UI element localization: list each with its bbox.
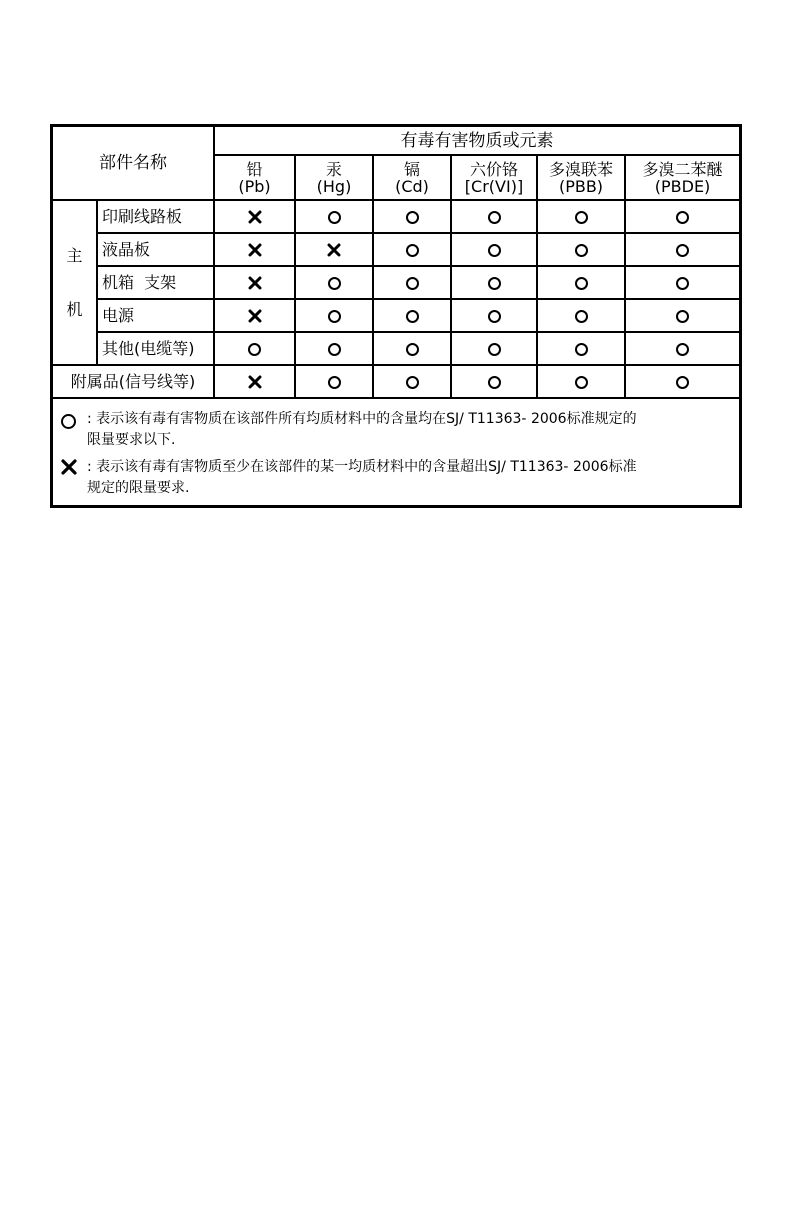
substance-symbol: (Pb) (238, 176, 271, 196)
substance-symbol: (Hg) (316, 176, 352, 196)
circle-icon (676, 376, 689, 389)
circle-icon (575, 376, 588, 389)
mark-cell (295, 299, 373, 332)
note-o-line2: 限量要求以下. (87, 432, 176, 448)
mark-cell (451, 233, 537, 266)
mark-cell (373, 266, 451, 299)
circle-icon (575, 310, 588, 323)
circle-icon (488, 211, 501, 224)
mark-cell (214, 299, 295, 332)
mark-cell (451, 365, 537, 398)
circle-icon (406, 310, 419, 323)
substance-symbol: [Cr(VI)] (464, 176, 524, 196)
part-name: 附属品(信号线等) (53, 365, 214, 398)
substance-header-3 (451, 155, 537, 200)
mark-cell (214, 266, 295, 299)
circle-icon (328, 277, 341, 290)
hazardous-substances-table (53, 127, 739, 399)
cross-icon (248, 375, 262, 389)
mark-cell (537, 365, 625, 398)
mark-cell (214, 332, 295, 365)
mark-cell (451, 266, 537, 299)
mark-cell (537, 299, 625, 332)
part-name: 电源 (97, 299, 214, 332)
table-row (53, 200, 739, 233)
circle-icon (488, 310, 501, 323)
circle-icon (61, 411, 76, 432)
circle-icon (488, 343, 501, 356)
substance-name: 汞 (325, 159, 342, 179)
mark-cell (537, 332, 625, 365)
substance-header-5 (625, 155, 739, 200)
circle-icon (328, 310, 341, 323)
group-label-char-1: 主 (66, 245, 83, 265)
table-row (53, 299, 739, 332)
substances-header: 有毒有害物质或元素 (214, 127, 739, 155)
part-name: 印刷线路板 (97, 200, 214, 233)
rohs-table-frame (50, 124, 742, 508)
substance-header-2 (373, 155, 451, 200)
circle-icon (406, 277, 419, 290)
substance-symbol: (Cd) (395, 176, 429, 196)
circle-icon (328, 211, 341, 224)
group-label-main (53, 200, 97, 365)
mark-cell (373, 332, 451, 365)
mark-cell (625, 365, 739, 398)
group-label-char-2: 机 (66, 299, 83, 319)
substance-symbol: (PBB) (558, 176, 604, 196)
cross-icon (327, 243, 341, 257)
circle-icon (488, 277, 501, 290)
substance-name: 多溴二苯醚 (642, 159, 723, 179)
table-row (53, 266, 739, 299)
substance-header-4 (537, 155, 625, 200)
circle-icon (676, 277, 689, 290)
circle-icon (676, 211, 689, 224)
substance-symbol: (PBDE) (654, 176, 711, 196)
circle-icon (575, 343, 588, 356)
cross-icon (248, 210, 262, 224)
mark-cell (373, 365, 451, 398)
cross-icon (248, 309, 262, 323)
parts-header: 部件名称 (53, 127, 214, 200)
circle-icon (406, 211, 419, 224)
mark-cell (295, 365, 373, 398)
mark-cell (214, 365, 295, 398)
note-x-line2: 规定的限量要求. (87, 480, 190, 496)
circle-icon (575, 211, 588, 224)
mark-cell (451, 200, 537, 233)
circle-icon (488, 376, 501, 389)
mark-cell (214, 233, 295, 266)
circle-icon (406, 376, 419, 389)
circle-icon (575, 244, 588, 257)
part-name: 机箱 支架 (97, 266, 214, 299)
note-o-line1: : 表示该有毒有害物质在该部件所有均质材料中的含量均在SJ/ T11363- 2006标准规定的 (87, 411, 637, 427)
circle-icon (488, 244, 501, 257)
substance-name: 镉 (403, 159, 420, 179)
table-row (53, 233, 739, 266)
substance-name: 多溴联苯 (548, 159, 613, 179)
mark-cell (451, 332, 537, 365)
cross-icon (61, 459, 77, 482)
circle-icon (676, 310, 689, 323)
circle-icon (575, 277, 588, 290)
mark-cell (295, 233, 373, 266)
mark-cell (373, 233, 451, 266)
substance-name: 六价铬 (469, 159, 518, 179)
part-name: 液晶板 (97, 233, 214, 266)
mark-cell (625, 233, 739, 266)
note-o (53, 409, 739, 451)
legend-notes (53, 403, 739, 499)
part-name: 其他(电缆等) (97, 332, 214, 365)
mark-cell (625, 200, 739, 233)
mark-cell (214, 200, 295, 233)
cross-icon (248, 243, 262, 257)
mark-cell (451, 299, 537, 332)
substance-header-1 (295, 155, 373, 200)
mark-cell (295, 266, 373, 299)
mark-cell (295, 332, 373, 365)
note-x-line1: : 表示该有毒有害物质至少在该部件的某一均质材料中的含量超出SJ/ T11363- 2006标准 (87, 459, 637, 475)
mark-cell (373, 200, 451, 233)
circle-icon (406, 343, 419, 356)
mark-cell (537, 200, 625, 233)
table-row (53, 365, 739, 398)
mark-cell (625, 266, 739, 299)
mark-cell (537, 266, 625, 299)
note-x (53, 457, 739, 499)
circle-icon (328, 343, 341, 356)
substance-header-0 (214, 155, 295, 200)
cross-icon (248, 276, 262, 290)
mark-cell (537, 233, 625, 266)
mark-cell (295, 200, 373, 233)
circle-icon (406, 244, 419, 257)
circle-icon (248, 343, 261, 356)
circle-icon (328, 376, 341, 389)
mark-cell (373, 299, 451, 332)
mark-cell (625, 299, 739, 332)
circle-icon (676, 244, 689, 257)
substance-name: 铅 (246, 159, 263, 179)
table-row (53, 332, 739, 365)
circle-icon (676, 343, 689, 356)
mark-cell (625, 332, 739, 365)
